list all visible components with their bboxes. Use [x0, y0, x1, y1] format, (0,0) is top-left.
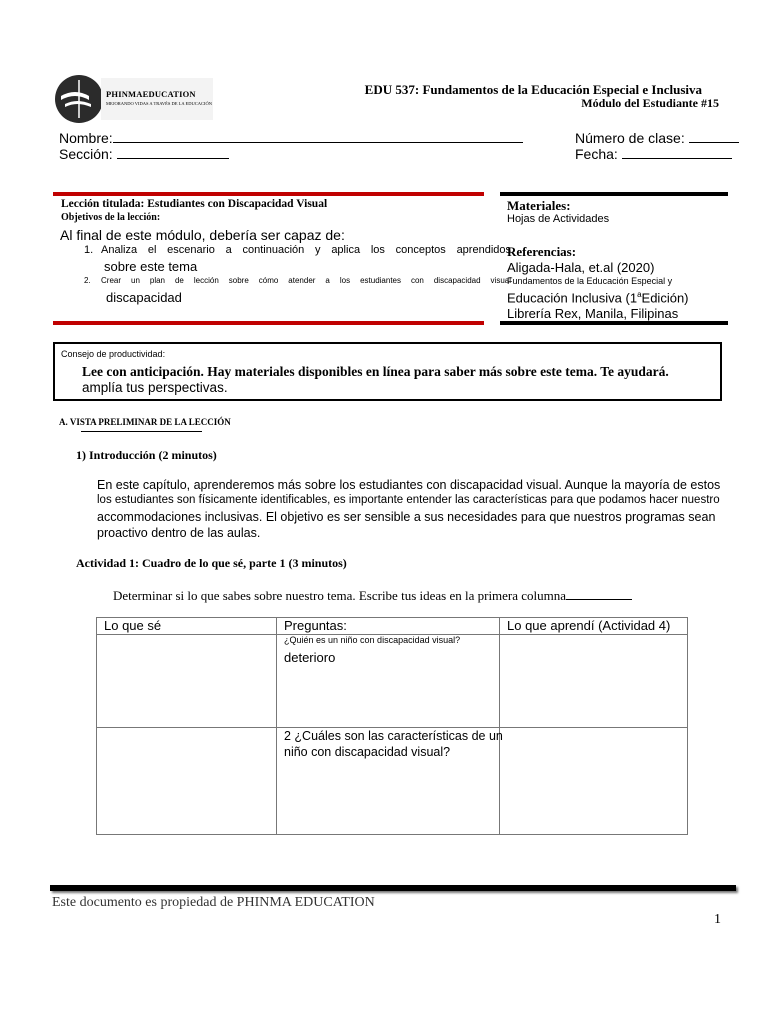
header-questions: Preguntas:	[277, 618, 500, 635]
objective-1-number: 1.	[84, 244, 94, 256]
objective-2-line2: discapacidad	[106, 290, 182, 305]
course-title: EDU 537: Fundamentos de la Educación Especial e Inclusiva	[364, 82, 702, 97]
section-a-heading: A. VISTA PRELIMINAR DE LA LECCIÓN	[59, 417, 231, 427]
question-2-line-2: niño con discapacidad visual?	[284, 745, 451, 759]
cell-question-2[interactable]	[277, 728, 503, 835]
tip-text: amplía tus perspectivas.	[82, 380, 228, 395]
activity-1-heading: Actividad 1: Cuadro de lo que sé, parte 1 (3 minutos)	[76, 556, 347, 570]
materials-heading: Materiales:	[507, 198, 571, 213]
cell-what-i-know-2[interactable]	[97, 728, 277, 835]
materials-bottom-rule	[500, 321, 728, 325]
section-label: Sección:	[59, 146, 113, 162]
tip-bold-text: Lee con anticipación. Hay materiales disponibles en línea para saber más sobre este tema. Te ayudará.	[82, 364, 669, 379]
logo-tagline: MEJORANDO VIDAS A TRAVÉS DE LA EDUCACIÓN	[106, 101, 213, 106]
class-number-field[interactable]	[575, 129, 739, 146]
intro-paragraph-line-1: En este capítulo, aprenderemos más sobre los estudiantes con discapacidad visual. Aunque la mayoría de estos	[97, 478, 721, 492]
cell-what-i-learned-1[interactable]	[500, 635, 688, 728]
logo-name: PHINMAEDUCATION	[106, 89, 196, 99]
name-field[interactable]	[59, 129, 523, 146]
section-field[interactable]	[59, 145, 229, 162]
materials-text: Hojas de Actividades	[507, 213, 610, 225]
question-2-line-1: 2 ¿Cuáles son las características de un	[284, 729, 503, 743]
objective-2-line1: Crear un plan de lección sobre cómo atender a los estudiantes con discapacidad visual	[101, 276, 511, 285]
question-1-text: ¿Quién es un niño con discapacidad visual?	[284, 635, 461, 645]
question-1-answer: deterioro	[284, 650, 336, 665]
lesson-title: Lección titulada: Estudiantes con Discapacidad Visual	[61, 198, 328, 210]
page-number: 1	[714, 912, 721, 927]
objectives-heading: Objetivos de la lección:	[61, 212, 161, 223]
cell-question-1[interactable]	[277, 635, 500, 728]
references-heading: Referencias:	[507, 244, 577, 259]
table-row	[97, 728, 688, 835]
footer-text: Este documento es propiedad de PHINMA EDUCATION	[52, 895, 375, 910]
reference-overlap-line: Fundamentos de la Educación Especial y	[507, 276, 673, 286]
lesson-bottom-rule	[53, 321, 484, 325]
objectives-intro: Al final de este módulo, debería ser capaz de:	[60, 227, 345, 243]
name-label: Nombre:	[59, 130, 113, 146]
materials-top-rule	[500, 192, 728, 196]
reference-line-1: Aligada-Hala, et.al (2020)	[507, 260, 655, 275]
header-what-i-learned: Lo que aprendí (Actividad 4)	[500, 618, 688, 635]
tip-label: Consejo de productividad:	[61, 349, 166, 359]
section-a-underline	[81, 431, 202, 432]
intro-paragraph-line-2: los estudiantes son físicamente identificables, es importante entender las características para que podamos hacer nuestro	[97, 494, 720, 506]
table-header-row	[97, 618, 688, 635]
reference-line-3: Librería Rex, Manila, Filipinas	[507, 306, 679, 321]
table-row	[97, 635, 688, 728]
activity-1-instruction: Determinar si lo que sabes sobre nuestro tema. Escribe tus ideas en la primera columna	[113, 587, 632, 604]
kwl-chart-table	[96, 617, 688, 835]
intro-paragraph-line-3: accommodaciones inclusivas. El objetivo es ser sensible a sus necesidades para que nuestros programas sean	[97, 510, 716, 524]
date-field[interactable]	[575, 145, 732, 162]
reference-line-2: Educación Inclusiva (1$^a$Edición)	[507, 290, 689, 306]
footer-rule	[50, 885, 736, 891]
lesson-top-rule	[53, 192, 484, 196]
class-number-label: Número de clase:	[575, 130, 685, 146]
date-label: Fecha:	[575, 146, 618, 162]
intro-paragraph-line-4: proactivo dentro de las aulas.	[97, 526, 261, 540]
cell-what-i-know-1[interactable]	[97, 635, 277, 728]
objective-1-line2: sobre este tema	[104, 259, 198, 274]
intro-heading: 1) Introducción (2 minutos)	[76, 448, 217, 462]
objective-2-number: 2.	[84, 276, 91, 285]
cell-what-i-learned-2[interactable]	[500, 728, 688, 835]
objective-1-line1: Analiza el escenario a continuación y aplica los conceptos aprendidos	[101, 244, 511, 256]
phinma-logo	[55, 74, 213, 124]
module-number: Módulo del Estudiante #15	[581, 96, 719, 110]
header-what-i-know: Lo que sé	[97, 618, 277, 635]
